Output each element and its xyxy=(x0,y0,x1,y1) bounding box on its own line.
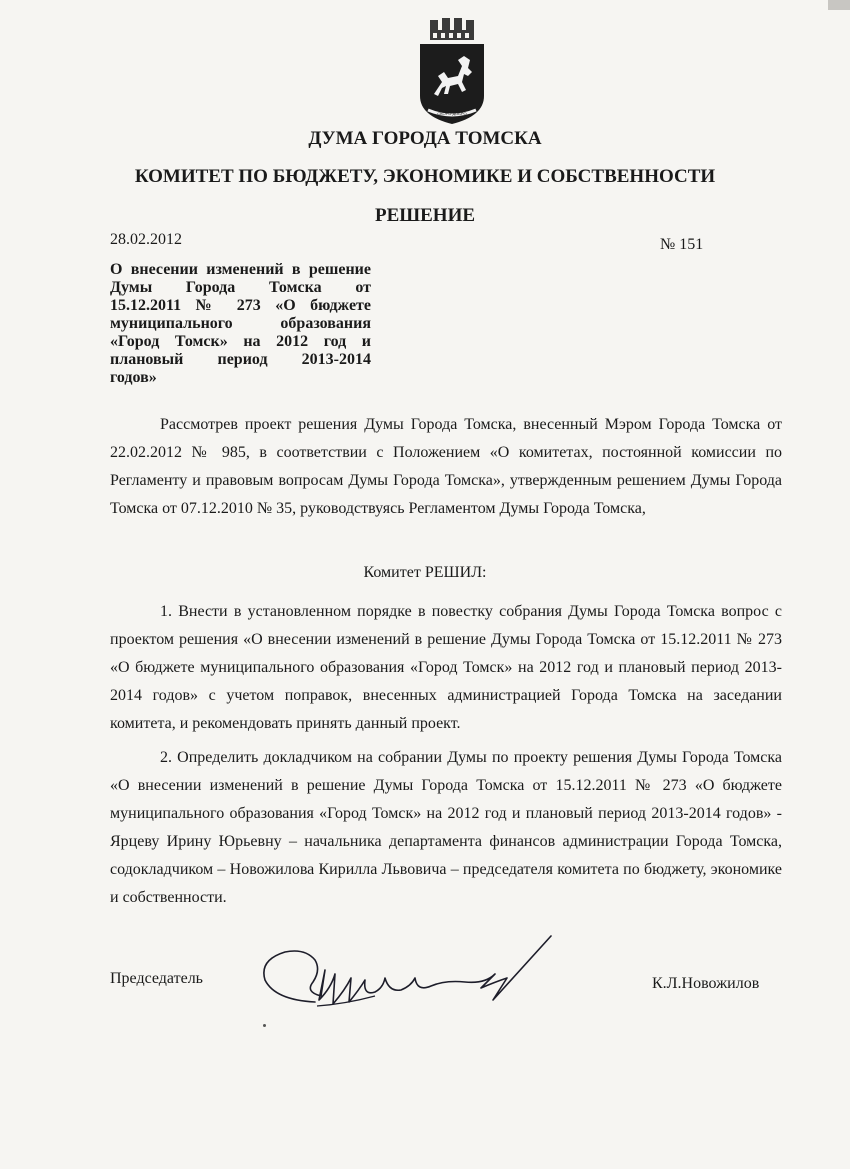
resolution-item-1: 1. Внести в установленном порядке в повестку собрания Думы Города Томска вопрос с проектом решения «О внесении изменений в решение Думы Города Томска от 15.12.2011 № 273 «О бюджете муниципального образования «Город Томск» на 2012 год и плановый период 2013-2014 годов» с учетом поправок, внесенных администрацией Города Томска на заседании комитета, и рекомендовать принять данный проект. xyxy=(110,603,782,732)
decision-number: № 151 xyxy=(660,236,704,253)
decision-subject xyxy=(110,261,371,387)
handwritten-signature xyxy=(255,930,555,1030)
resolution-item-2: 2. Определить докладчиком на собрании Думы по проекту решения Думы Города Томска «О внесении изменений в решение Думы Города Томска от 15.12.2011 № 273 «О бюджете муниципального образования «Город Томск» на 2012 год и плановый период 2013-2014 годов» - Ярцеву Ирину Юрьевну – начальника департамента финансов администрации Города Томска, содокладчиком – Новожилова Кирилла Львовича – председателя комитета по бюджету, экономике и собственности. xyxy=(110,749,782,906)
subject-line: плановый период 2013-2014 xyxy=(110,351,371,368)
document-type-title: РЕШЕНИЕ xyxy=(374,205,476,226)
intro-paragraph: Рассмотрев проект решения Думы Города Томска, внесенный Мэром Города Томска от 22.02.2012 № 985, в соответствии с Положением «О комитетах, постоянной комиссии по Регламенту и правовым вопросам Думы Города Томска», утвержденным решением Думы Города Томска от 07.12.2010 № 35, руководствуясь Регламентом Думы Города Томска, xyxy=(110,416,782,517)
duma-title: ДУМА ГОРОДА ТОМСКА xyxy=(308,128,542,149)
resolved-heading: Комитет РЕШИЛ: xyxy=(363,564,487,581)
subject-line: О внесении изменений в решение xyxy=(110,261,371,278)
decision-date: 28.02.2012 xyxy=(110,231,182,248)
scan-corner-mark xyxy=(828,0,850,10)
ink-speck xyxy=(263,1024,266,1027)
crest-motto: СКОРО ДОБРО xyxy=(437,111,467,116)
subject-line: «Город Томск» на 2012 год и xyxy=(110,333,371,350)
subject-line: годов» xyxy=(110,369,157,386)
tomsk-coat-of-arms-icon xyxy=(414,16,490,128)
committee-title: КОМИТЕТ ПО БЮДЖЕТУ, ЭКОНОМИКЕ И СОБСТВЕННОСТИ xyxy=(134,166,716,187)
chairman-title: Председатель xyxy=(110,970,203,987)
subject-line: 15.12.2011 № 273 «О бюджете xyxy=(110,297,371,314)
subject-line: Думы Города Томска от xyxy=(110,279,371,296)
subject-line: муниципального образования xyxy=(110,315,371,332)
chairman-name: К.Л.Новожилов xyxy=(652,975,760,992)
